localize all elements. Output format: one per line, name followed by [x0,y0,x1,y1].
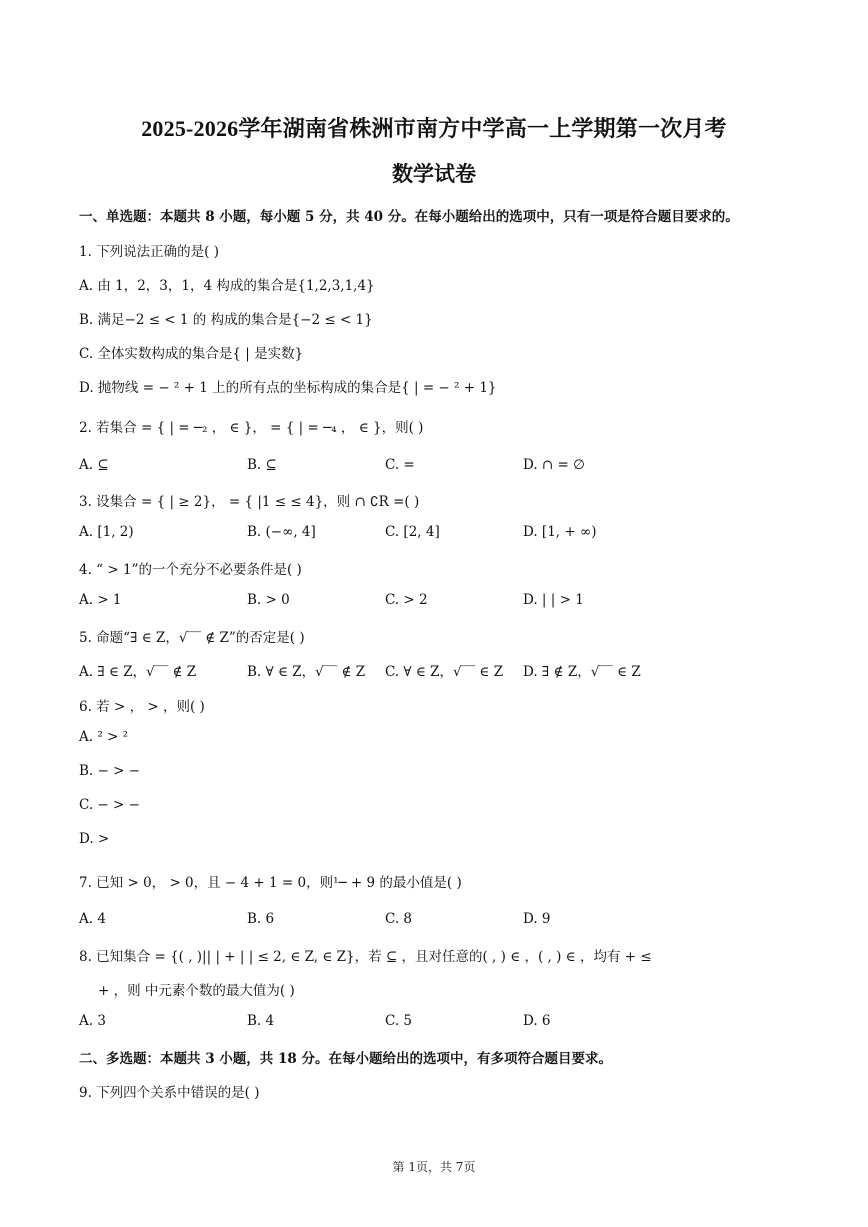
question-4-stem: 4. “ > 1”的一个充分不必要条件是( ) [79,562,302,578]
section-single-choice-header: 一、单选题：本题共 8 小题，每小题 5 分，共 40 分。在每小题给出的选项中，只有一项是符合题目要求的。 [79,209,739,225]
question-2-option-c: C. = [385,457,415,473]
question-4-option-d: D. | | > 1 [523,592,584,608]
question-8-option-a: A. 3 [79,1013,106,1029]
question-6-option-b: B. − > − [79,763,141,779]
question-1-option-d: D. 抛物线 = − ² + 1 上的所有点的坐标构成的集合是{ | = − ² + 1} [79,380,497,396]
question-7-option-d: D. 9 [523,911,551,927]
question-6-stem: 6. 若 > ， > ，则( ) [79,699,205,715]
question-4-option-a: A. > 1 [79,592,122,608]
question-1-option-b: B. 满足−2 ≤ < 1 的 构成的集合是{−2 ≤ < 1} [79,312,373,328]
question-6-option-a: A. ² > ² [79,729,129,745]
question-1-stem: 1. 下列说法正确的是( ) [79,244,219,260]
question-5-option-b: B. ∀ ∈ Z，√‾‾ ∉ Z [247,664,366,680]
question-8-stem-line1: 8. 已知集合 = {( , )|| | + | | ≤ 2, ∈ Z, ∈ Z}，若 ⊆ ，且对任意的( , ) ∈ ，( , ) ∈ ，均有 + ≤ [79,949,652,965]
question-8-option-d: D. 6 [523,1013,551,1029]
question-5-stem: 5. 命题“∃ ∈ Z，√‾‾ ∉ Z”的否定是( ) [79,630,305,646]
question-2-option-a: A. ⊆ [79,457,109,473]
question-6-option-d: D. > [79,831,110,847]
question-6-option-c: C. − > − [79,797,140,813]
question-8-stem-line2: + ，则 中元素个数的最大值为( ) [98,983,295,999]
question-1-option-c: C. 全体实数构成的集合是{ | 是实数} [79,346,304,362]
question-4-option-c: C. > 2 [385,592,428,608]
page-footer: 第 1页，共 7页 [392,1160,476,1174]
exam-subtitle: 数学试卷 [392,161,476,186]
question-4-option-b: B. > 0 [247,592,290,608]
question-8-option-b: B. 4 [247,1013,275,1029]
question-7-option-a: A. 4 [79,911,106,927]
question-2-option-d: D. ∩ = ∅ [523,457,585,473]
question-1-option-a: A. 由 1，2，3，1，4 构成的集合是{1,2,3,1,4} [79,278,375,294]
question-8-option-c: C. 5 [385,1013,413,1029]
question-5-option-a: A. ∃ ∈ Z，√‾‾ ∉ Z [79,664,197,680]
question-7-option-b: B. 6 [247,911,275,927]
question-5-option-c: C. ∀ ∈ Z，√‾‾ ∈ Z [385,664,504,680]
question-3-stem: 3. 设集合 = { | ≥ 2}， = { |1 ≤ ≤ 4}，则 ∩ ∁R =( ) [79,494,420,510]
question-7-stem: 7. 已知 > 0， > 0，且 − 4 + 1 = 0，则¹─ + 9 的最小值是( ) [79,875,462,891]
question-2-option-b: B. ⊆ [247,457,277,473]
question-9-stem: 9. 下列四个关系中错误的是( ) [79,1085,260,1101]
question-3-option-c: C. [2, 4] [385,524,440,540]
question-5-option-d: D. ∃ ∉ Z，√‾‾ ∈ Z [523,664,641,680]
question-3-option-a: A. [1, 2) [79,524,134,540]
question-3-option-b: B. (−∞, 4] [247,524,316,540]
question-3-option-d: D. [1, + ∞) [523,524,597,540]
question-2-stem: 2. 若集合 = { | = ─₂ ， ∈ }， = { | = ─₄ ， ∈ }，则( ) [79,420,424,436]
section-multiple-choice-header: 二、多选题：本题共 3 小题，共 18 分。在每小题给出的选项中，有多项符合题目要求。 [79,1051,612,1067]
question-7-option-c: C. 8 [385,911,413,927]
exam-title: 2025-2026学年湖南省株洲市南方中学高一上学期第一次月考 [141,116,727,141]
